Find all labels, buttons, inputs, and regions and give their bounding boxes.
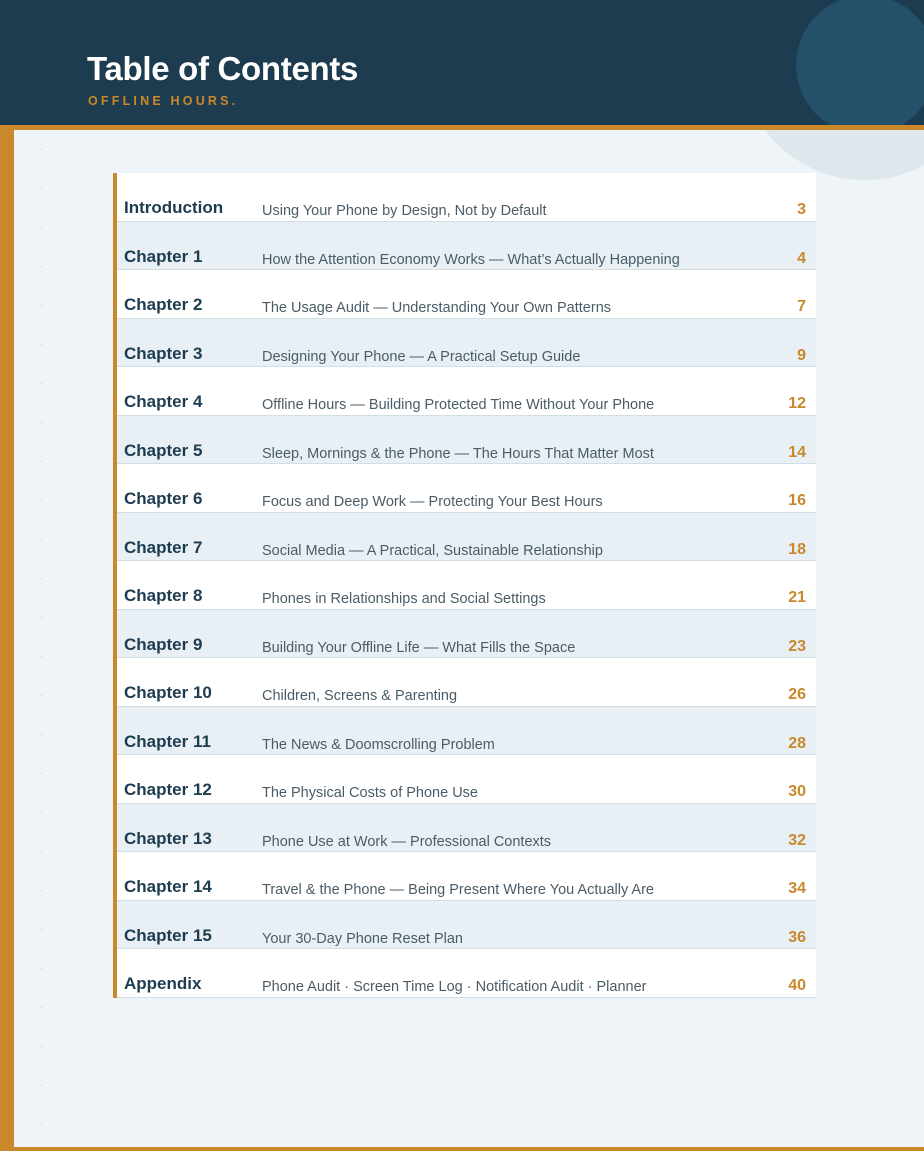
- table-of-contents: [113, 173, 816, 998]
- toc-chapter-label: Chapter 15: [124, 925, 212, 945]
- left-accent-bar: [0, 130, 14, 1151]
- toc-chapter-label: Chapter 9: [124, 634, 203, 654]
- toc-row[interactable]: [117, 949, 816, 998]
- toc-chapter-label: Chapter 8: [124, 586, 203, 605]
- toc-row[interactable]: [117, 416, 816, 465]
- toc-row[interactable]: [117, 367, 816, 416]
- toc-row[interactable]: [117, 270, 816, 319]
- toc-chapter-label: Chapter 13: [124, 828, 212, 848]
- toc-row[interactable]: [117, 464, 816, 513]
- toc-row[interactable]: [117, 901, 816, 950]
- toc-chapter-label: Chapter 1: [124, 246, 203, 266]
- toc-chapter-title: Building Your Offline Life — What Fills the Space: [262, 639, 576, 656]
- toc-page-number: 3: [797, 201, 806, 218]
- toc-page-number: 18: [788, 540, 806, 558]
- toc-chapter-label: Chapter 11: [124, 731, 211, 751]
- toc-page-number: 9: [797, 346, 806, 364]
- toc-page-number: 7: [797, 298, 806, 315]
- toc-row[interactable]: [117, 707, 816, 756]
- toc-row[interactable]: [117, 755, 816, 804]
- decorative-circle-header: [796, 0, 924, 125]
- toc-chapter-label: Chapter 2: [124, 295, 203, 314]
- toc-chapter-title: Phones in Relationships and Social Settings: [262, 591, 546, 607]
- book-title-subtitle: OFFLINE HOURS.: [88, 94, 239, 108]
- toc-row[interactable]: [117, 513, 816, 562]
- toc-row[interactable]: [117, 173, 816, 222]
- header-divider: [0, 125, 924, 130]
- toc-page-number: 4: [797, 249, 806, 267]
- toc-page-number: 26: [788, 686, 806, 703]
- toc-chapter-label: Chapter 10: [124, 683, 212, 702]
- toc-chapter-label: Chapter 12: [124, 780, 212, 799]
- toc-chapter-title: Phone Audit · Screen Time Log · Notification Audit · Planner: [262, 979, 647, 995]
- toc-row[interactable]: [117, 561, 816, 610]
- toc-page-number: 32: [788, 831, 806, 849]
- page-header: [0, 0, 924, 125]
- toc-chapter-title: Using Your Phone by Design, Not by Default: [262, 203, 547, 219]
- toc-chapter-title: Focus and Deep Work — Protecting Your Best Hours: [262, 494, 603, 510]
- toc-chapter-label: Chapter 4: [124, 392, 203, 411]
- page-title: Table of Contents: [87, 50, 359, 87]
- toc-chapter-title: Travel & the Phone — Being Present Where You Actually Are: [262, 882, 654, 898]
- toc-page-number: 23: [788, 637, 806, 655]
- toc-page-number: 30: [788, 783, 806, 800]
- toc-row[interactable]: [117, 852, 816, 901]
- toc-page-number: 40: [788, 977, 806, 994]
- toc-chapter-label: Introduction: [124, 198, 224, 217]
- toc-chapter-label: Chapter 7: [124, 537, 203, 557]
- toc-chapter-title: The Physical Costs of Phone Use: [262, 785, 478, 801]
- toc-chapter-title: The News & Doomscrolling Problem: [262, 736, 495, 753]
- toc-page-number: 14: [788, 443, 806, 461]
- toc-row[interactable]: [117, 610, 816, 659]
- margin-dot-guides: [40, 130, 42, 1130]
- toc-row[interactable]: [117, 658, 816, 707]
- toc-chapter-label: Chapter 5: [124, 440, 203, 460]
- toc-page-number: 34: [788, 880, 806, 897]
- toc-page-number: 28: [788, 734, 806, 752]
- footer-divider: [0, 1147, 924, 1151]
- toc-row[interactable]: [117, 804, 816, 853]
- toc-page-number: 16: [788, 492, 806, 509]
- toc-chapter-title: Children, Screens & Parenting: [262, 688, 458, 704]
- toc-chapter-title: Sleep, Mornings & the Phone — The Hours That Matter Most: [262, 445, 654, 462]
- toc-chapter-title: How the Attention Economy Works — What’s Actually Happening: [262, 251, 680, 268]
- toc-chapter-label: Chapter 3: [124, 343, 203, 363]
- toc-chapter-title: Offline Hours — Building Protected Time Without Your Phone: [262, 397, 655, 413]
- toc-chapter-label: Chapter 14: [124, 877, 212, 896]
- toc-chapter-title: Social Media — A Practical, Sustainable Relationship: [262, 542, 603, 559]
- toc-page-number: 21: [788, 589, 806, 606]
- toc-page-number: 36: [788, 928, 806, 946]
- toc-chapter-label: Appendix: [124, 974, 202, 993]
- toc-chapter-title: Designing Your Phone — A Practical Setup Guide: [262, 348, 581, 365]
- toc-chapter-title: Your 30-Day Phone Reset Plan: [262, 930, 463, 947]
- toc-page-number: 12: [788, 395, 806, 412]
- toc-row[interactable]: [117, 222, 816, 271]
- toc-row[interactable]: [117, 319, 816, 368]
- toc-chapter-title: The Usage Audit — Understanding Your Own Patterns: [262, 300, 612, 316]
- toc-chapter-label: Chapter 6: [124, 489, 203, 508]
- toc-chapter-title: Phone Use at Work — Professional Contexts: [262, 833, 552, 850]
